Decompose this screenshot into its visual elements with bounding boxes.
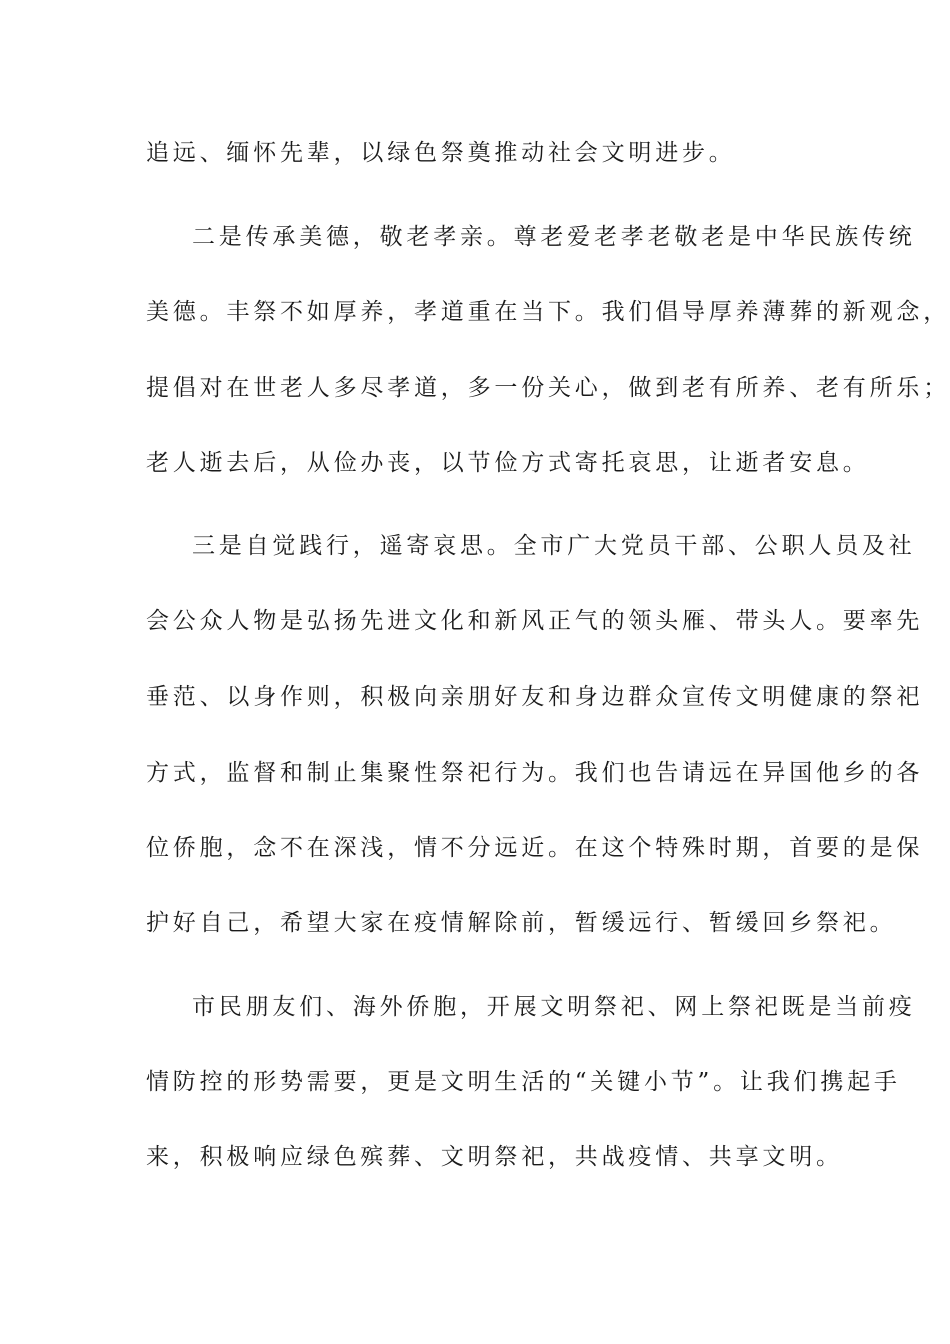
paragraph-2-line-2: 美德。丰祭不如厚养，孝道重在当下。我们倡导厚养薄葬的新观念， <box>146 299 950 325</box>
paragraph-2-line-3: 提倡对在世老人多尽孝道，多一份关心，做到老有所养、老有所乐； <box>146 375 950 401</box>
paragraph-3-line-2: 会公众人物是弘扬先进文化和新风正气的领头雁、带头人。要率先 <box>146 608 924 634</box>
paragraph-2-line-4: 老人逝去后，从俭办丧，以节俭方式寄托哀思，让逝者安息。 <box>146 450 870 476</box>
paragraph-3-line-1: 三是自觉践行，遥寄哀思。全市广大党员干部、公职人员及社 <box>192 533 916 559</box>
paragraph-3-line-3: 垂范、以身作则，积极向亲朋好友和身边群众宣传文明健康的祭祀 <box>146 684 924 710</box>
paragraph-4-line-1: 市民朋友们、海外侨胞，开展文明祭祀、网上祭祀既是当前疫 <box>192 994 916 1020</box>
paragraph-2-line-1: 二是传承美德，敬老孝亲。尊老爱老孝老敬老是中华民族传统 <box>192 224 916 250</box>
paragraph-1-line-1: 追远、缅怀先辈，以绿色祭奠推动社会文明进步。 <box>146 140 736 166</box>
paragraph-3-line-4: 方式，监督和制止集聚性祭祀行为。我们也告请远在异国他乡的各 <box>146 760 924 786</box>
paragraph-3-line-5: 位侨胞，念不在深浅，情不分远近。在这个特殊时期，首要的是保 <box>146 835 924 861</box>
paragraph-4-line-3: 来，积极响应绿色殡葬、文明祭祀，共战疫情、共享文明。 <box>146 1144 843 1170</box>
paragraph-4-line-2: 情防控的形势需要，更是文明生活的“关键小节”。让我们携起手 <box>146 1069 901 1095</box>
paragraph-3-line-6: 护好自己，希望大家在疫情解除前，暂缓远行、暂缓回乡祭祀。 <box>146 910 897 936</box>
